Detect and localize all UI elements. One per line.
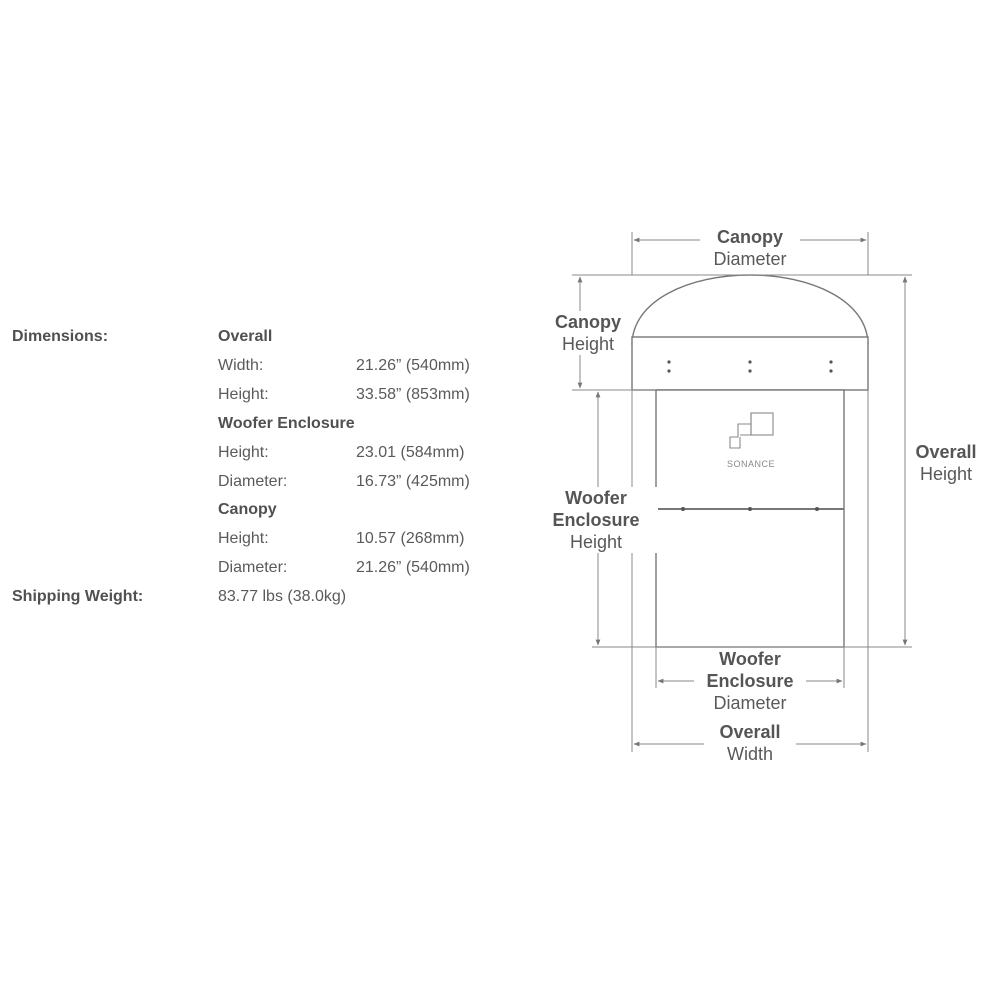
- overall-height-label: [906, 441, 986, 485]
- canopy-diameter-value: 21.26” (540mm): [356, 559, 470, 576]
- woofer-heading: Woofer Enclosure: [218, 415, 355, 432]
- woofer-diameter-label-normal: Diameter: [713, 693, 787, 713]
- woofer-height-label: Height:: [218, 444, 269, 461]
- overall-width-label: [704, 721, 796, 765]
- shipping-weight-value: 83.77 lbs (38.0kg): [218, 588, 347, 605]
- canopy-height-label-bold: Canopy: [554, 312, 621, 332]
- woofer-diameter-label: Diameter:: [218, 473, 288, 490]
- sonance-logo-text: SONANCE: [727, 459, 776, 469]
- canopy-diameter-label: [700, 226, 800, 270]
- shipping-weight-label: Shipping Weight:: [12, 588, 144, 605]
- canopy-height-value: 10.57 (268mm): [356, 530, 465, 547]
- overall-height-label: Height:: [218, 386, 269, 403]
- woofer-height-label-normal: Height: [569, 532, 623, 552]
- overall-width-label: Width:: [218, 357, 264, 374]
- woofer-diameter-label-bold1: Woofer: [719, 649, 781, 669]
- woofer-enclosure-body: [656, 390, 844, 647]
- woofer-diameter-label: [694, 648, 806, 714]
- overall-width-label-normal: Width: [726, 744, 773, 764]
- canopy-diameter-label: Diameter:: [218, 559, 288, 576]
- canopy-height-label: Height:: [218, 530, 269, 547]
- woofer-diameter-value: 16.73” (425mm): [356, 473, 470, 490]
- overall-height-label-bold: Overall: [915, 442, 977, 462]
- woofer-height-label-bold1: Woofer: [565, 488, 627, 508]
- canopy-height-label-normal: Height: [561, 334, 615, 354]
- canopy-diameter-label-normal: Diameter: [713, 249, 787, 269]
- canopy-height-label: [546, 311, 630, 355]
- overall-width-label-bold: Overall: [719, 722, 781, 742]
- canopy-heading: Canopy: [218, 501, 277, 518]
- overall-height-value: 33.58” (853mm): [356, 386, 470, 403]
- woofer-height-value: 23.01 (584mm): [356, 444, 465, 461]
- overall-height-label-normal: Height: [919, 464, 973, 484]
- dimensions-label: Dimensions:: [12, 328, 109, 345]
- overall-width-value: 21.26” (540mm): [356, 357, 470, 374]
- overall-heading: Overall: [218, 328, 273, 345]
- canopy-dome: [632, 275, 868, 345]
- woofer-height-label-bold2: Enclosure: [552, 510, 640, 530]
- woofer-diameter-label-bold2: Enclosure: [706, 671, 794, 691]
- canopy-diameter-label-bold: Canopy: [716, 227, 783, 247]
- woofer-height-label: [534, 487, 658, 553]
